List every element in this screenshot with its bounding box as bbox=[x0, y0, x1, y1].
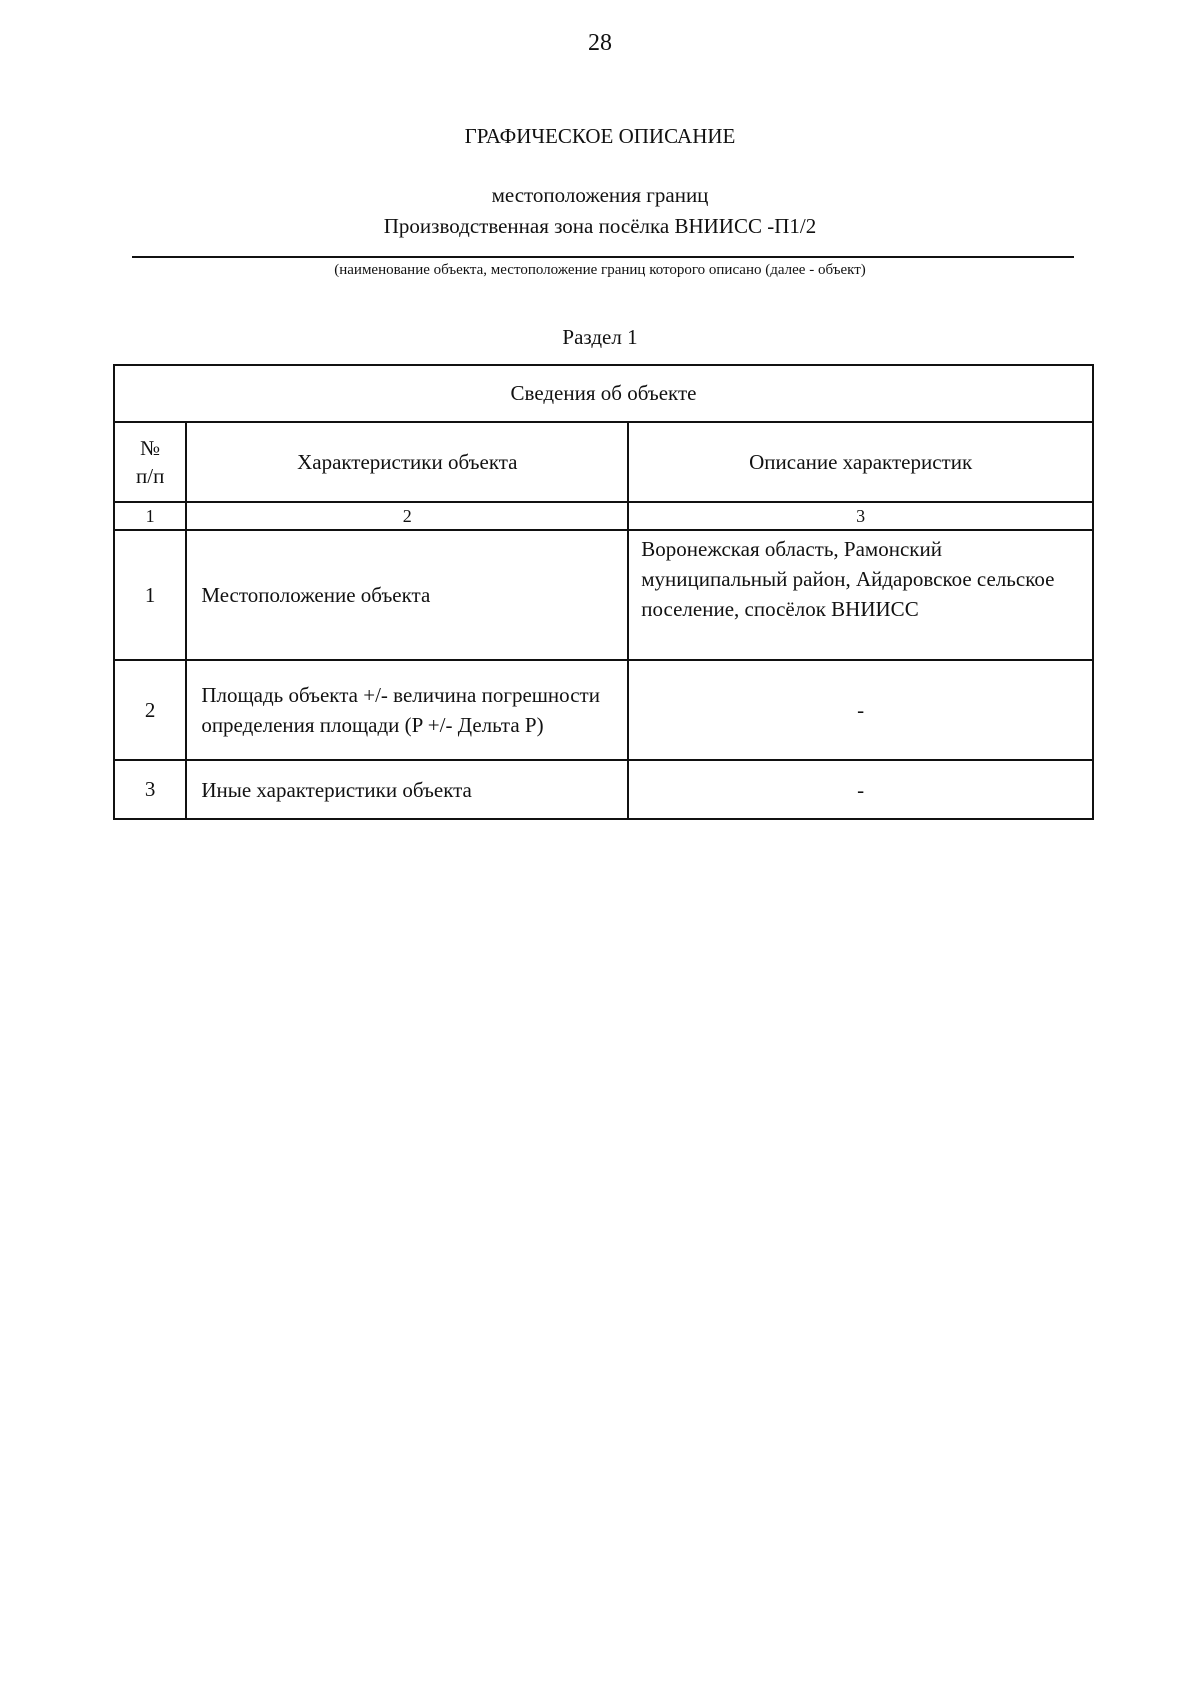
header-number bbox=[114, 422, 186, 502]
row-description: - bbox=[628, 760, 1093, 819]
column-number-3: 3 bbox=[628, 502, 1093, 530]
object-info-table bbox=[113, 364, 1094, 820]
table-row bbox=[114, 760, 1093, 819]
row-description: Воронежская область, Рамонский муниципальный район, Айдаровское сельское поселение, спосёлок ВНИИСС bbox=[628, 530, 1093, 660]
header-number-symbol: № bbox=[140, 436, 161, 460]
row-number: 1 bbox=[114, 530, 186, 660]
header-characteristics: Характеристики объекта bbox=[186, 422, 628, 502]
header-description: Описание характеристик bbox=[628, 422, 1093, 502]
document-subtitle bbox=[0, 180, 1200, 242]
title-underline bbox=[132, 256, 1074, 258]
row-characteristic: Местоположение объекта bbox=[186, 530, 628, 660]
row-characteristic: Иные характеристики объекта bbox=[186, 760, 628, 819]
object-caption: (наименование объекта, местоположение границ которого описано (далее - объект) bbox=[334, 262, 866, 278]
row-description: - bbox=[628, 660, 1093, 760]
column-number-2: 2 bbox=[186, 502, 628, 530]
subtitle-line-1: местоположения границ bbox=[491, 183, 709, 207]
row-characteristic: Площадь объекта +/- величина погрешности определения площади (P +/- Дельта P) bbox=[186, 660, 628, 760]
table-row bbox=[114, 660, 1093, 760]
row-number: 3 bbox=[114, 760, 186, 819]
table-row bbox=[114, 530, 1093, 660]
column-number-row bbox=[114, 502, 1093, 530]
header-number-abbrev: п/п bbox=[136, 464, 165, 488]
page-number: 28 bbox=[588, 30, 612, 56]
table-header-row bbox=[114, 422, 1093, 502]
row-number: 2 bbox=[114, 660, 186, 760]
section-heading: Раздел 1 bbox=[562, 325, 638, 349]
document-title: ГРАФИЧЕСКОЕ ОПИСАНИЕ bbox=[464, 124, 736, 148]
subtitle-line-2: Производственная зона посёлка ВНИИСС -П1/2 bbox=[383, 214, 817, 238]
column-number-1: 1 bbox=[114, 502, 186, 530]
table-caption: Сведения об объекте bbox=[114, 365, 1093, 422]
